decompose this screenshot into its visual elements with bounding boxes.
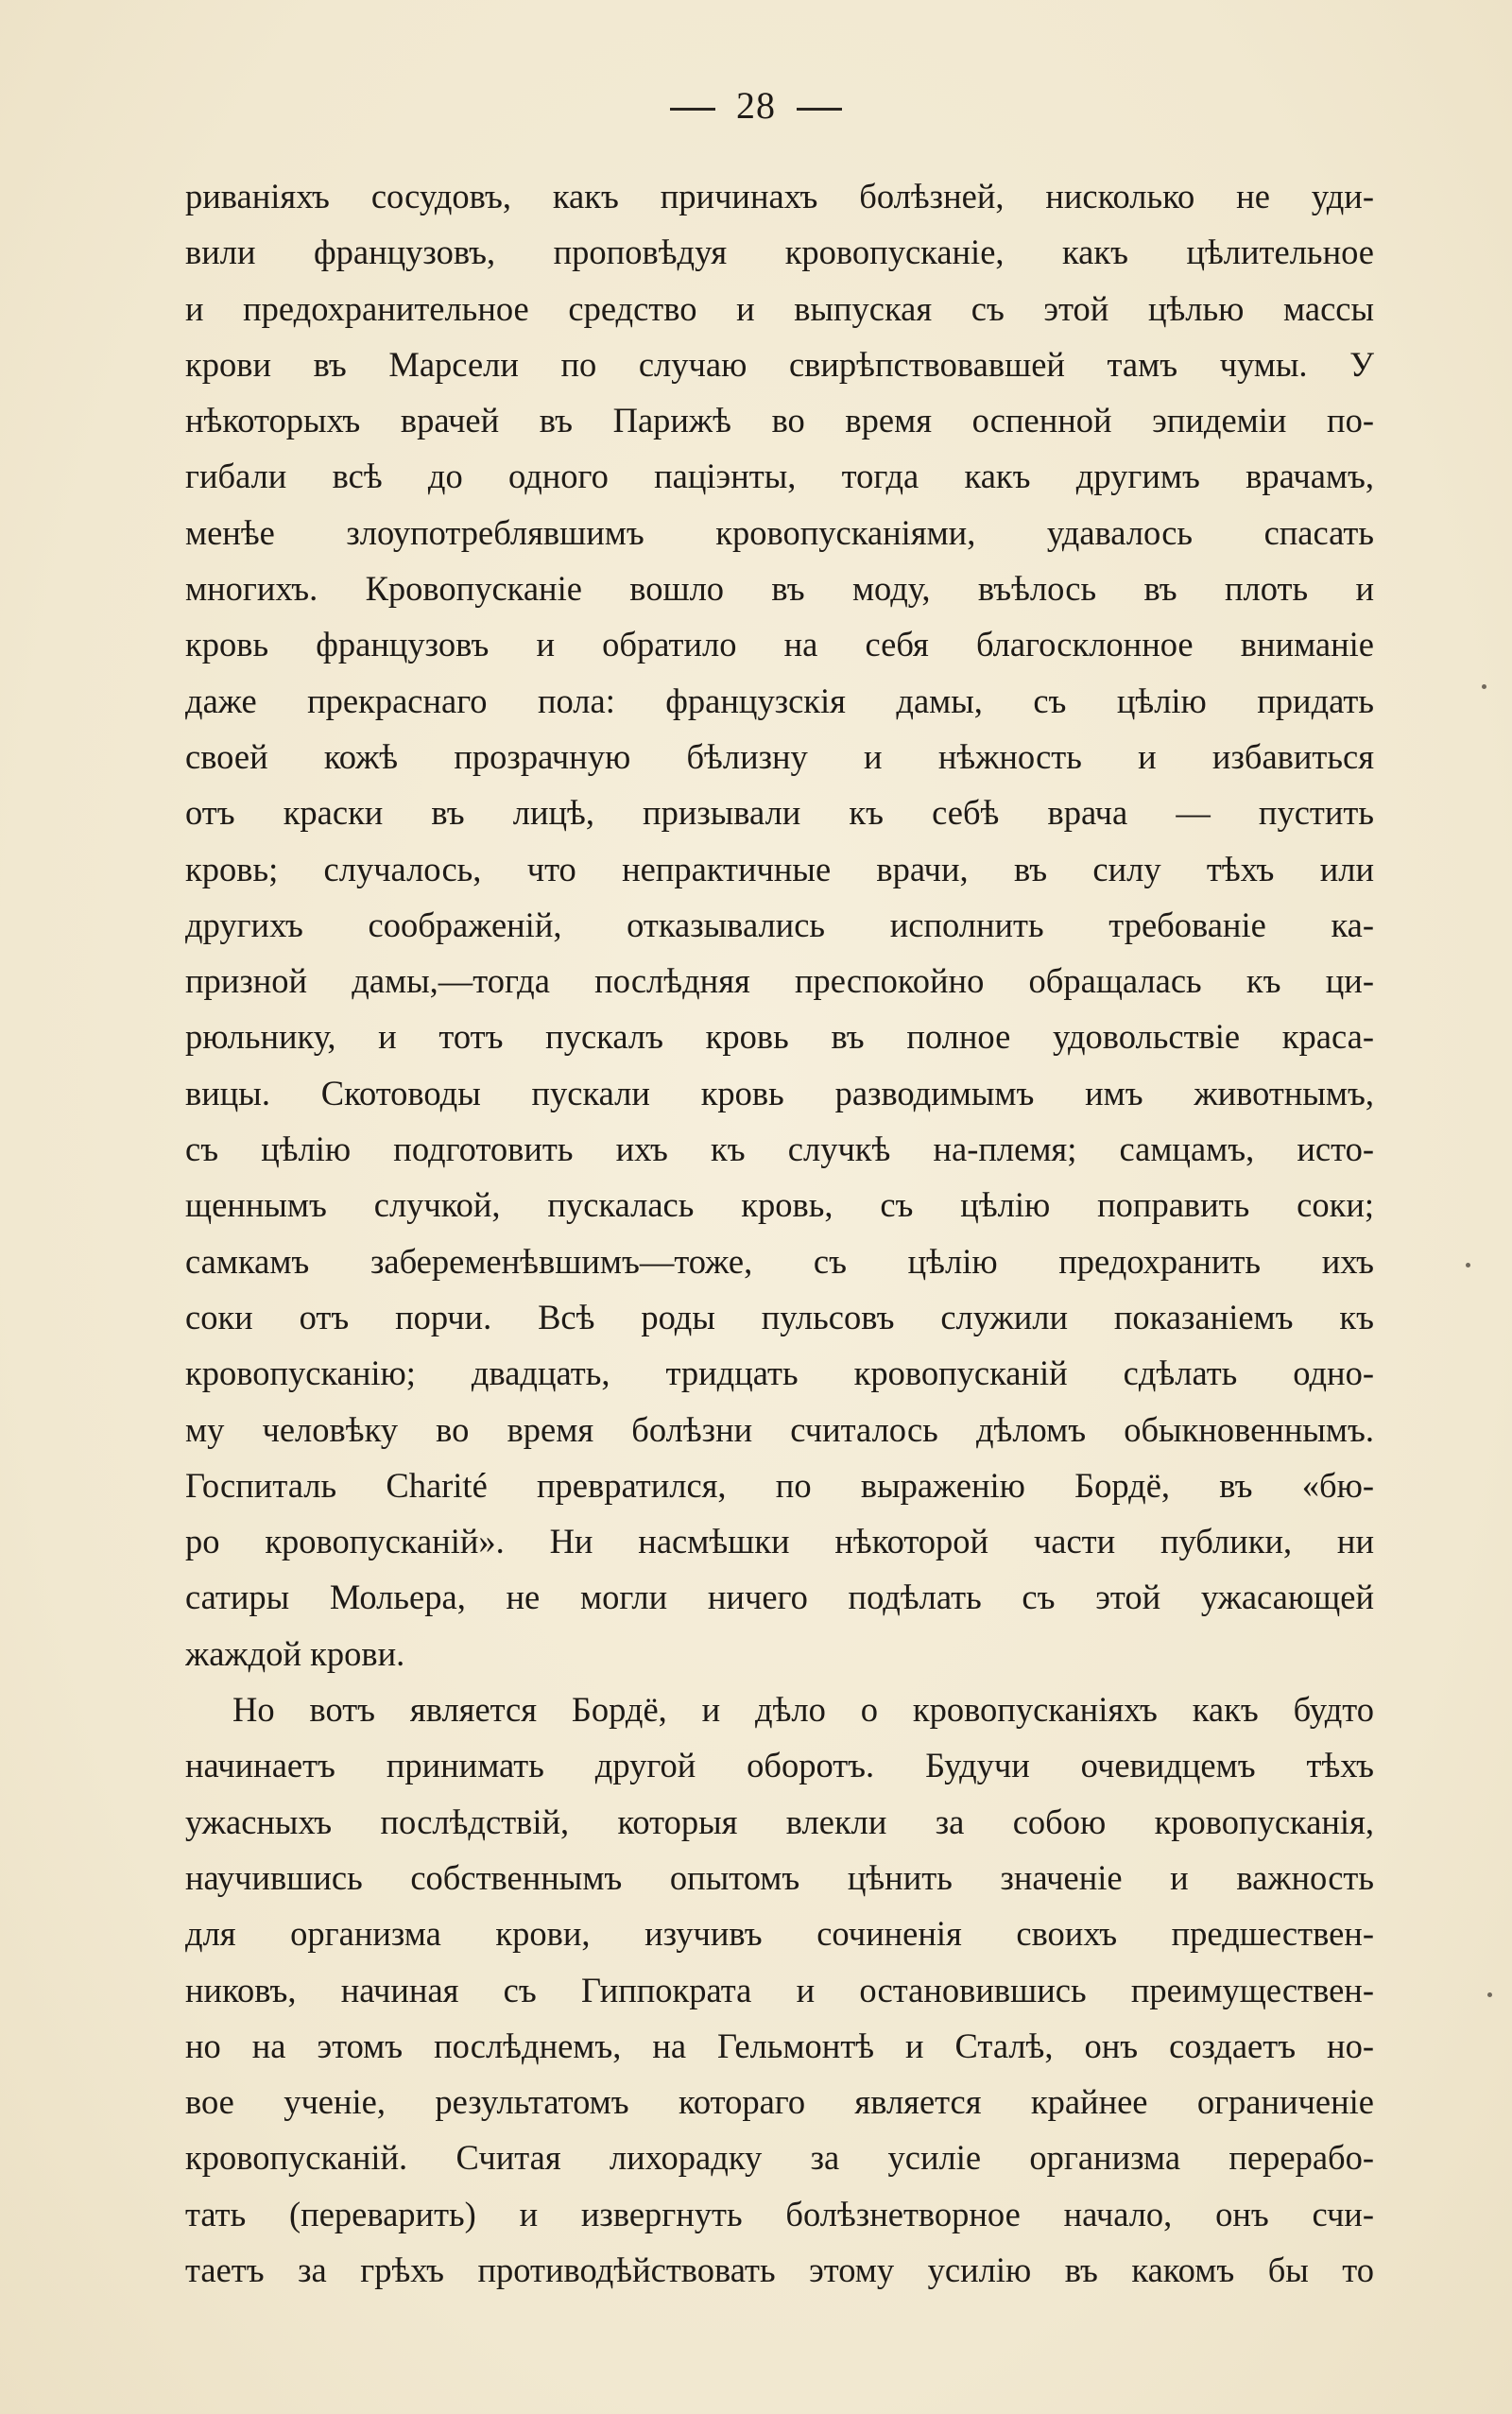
text-line: кровопусканiй. Считая лихорадку за усилiе организма перерабо-	[185, 2138, 1374, 2178]
scan-speck	[1466, 1263, 1470, 1267]
text-line: сатиры Мольера, не могли ничего подѣлать съ этой ужасающей	[185, 1578, 1374, 1617]
text-line: вое ученiе, результатомъ котораго является крайнее ограниченiе	[185, 2082, 1374, 2122]
text-line: вицы. Скотоводы пускали кровь разводимымъ имъ животнымъ,	[185, 1073, 1374, 1112]
text-line: другихъ соображенiй, отказывались исполнить требованiе ка-	[185, 905, 1374, 944]
text-line: гибали всѣ до одного пацiэнты, тогда какъ другимъ врачамъ,	[185, 457, 1374, 496]
text-line: ужасныхъ послѣдствiй, которыя влекли за собою кровопусканiя,	[185, 1802, 1374, 1841]
text-line: кровь французовъ и обратило на себя благосклонное вниманiе	[185, 625, 1374, 664]
text-line: рюльнику, и тотъ пускалъ кровь въ полное удовольствiе краса-	[185, 1017, 1374, 1057]
text-line: научившись собственнымъ опытомъ цѣнить значенiе и важность	[185, 1857, 1374, 1897]
text-line: призной дамы,—тогда послѣдняя преспокойно обращалась къ ци-	[185, 961, 1374, 1001]
scan-speck	[1487, 1992, 1492, 1997]
text-line: Госпиталь Charité превратился, по выраженiю Бордё, въ «бю-	[185, 1465, 1374, 1505]
text-line: вили французовъ, проповѣдуя кровопусканiе, какъ цѣлительное	[185, 233, 1374, 272]
header-dash-right	[797, 108, 842, 111]
text-line: и предохранительное средство и выпуская съ этой цѣлью массы	[185, 288, 1374, 328]
text-line: съ цѣлiю подготовить ихъ къ случкѣ на-племя; самцамъ, исто-	[185, 1129, 1374, 1169]
text-line: ро кровопусканiй». Ни насмѣшки нѣкоторой части публики, ни	[185, 1522, 1374, 1561]
scan-speck	[1482, 684, 1486, 689]
header-dash-left	[670, 108, 715, 111]
text-line: но на этомъ послѣднемъ, на Гельмонтѣ и Сталѣ, онъ создаетъ но-	[185, 2026, 1374, 2065]
text-line: своей кожѣ прозрачную бѣлизну и нѣжность и избавиться	[185, 736, 1374, 776]
text-line: никовъ, начиная съ Гиппократа и остановившись преимуществен-	[185, 1970, 1374, 2009]
text-line: отъ краски въ лицѣ, призывали къ себѣ врача — пустить	[185, 793, 1374, 833]
text-line: щеннымъ случкой, пускалась кровь, съ цѣлiю поправить соки;	[185, 1185, 1374, 1225]
text-line: му человѣку во время болѣзни считалось дѣломъ обыкновеннымъ.	[185, 1409, 1374, 1449]
paragraph-2	[185, 1681, 1374, 2298]
text-line: для организма крови, изучивъ сочиненiя своихъ предшествен-	[185, 1914, 1374, 1954]
text-line: жаждой крови.	[185, 1633, 405, 1673]
text-line: крови въ Марсели по случаю свирѣпствовавшей тамъ чумы. У	[185, 344, 1374, 384]
text-line: риванiяхъ сосудовъ, какъ причинахъ болѣзней, нисколько не уди-	[185, 177, 1374, 216]
page-number: 28	[736, 84, 776, 127]
text-line: тать (переварить) и извергнуть болѣзнетворное начало, онъ счи-	[185, 2194, 1374, 2233]
text-line: кровь; случалось, что непрактичные врачи, въ силу тѣхъ или	[185, 849, 1374, 888]
text-line: менѣе злоупотреблявшимъ кровопусканiями, удавалось спасать	[185, 512, 1374, 552]
text-line: даже прекраснаго пола: французскiя дамы, съ цѣлiю придать	[185, 681, 1374, 720]
text-line: таетъ за грѣхъ противодѣйствовать этому усилiю въ какомъ бы то	[185, 2250, 1374, 2289]
text-line: начинаетъ принимать другой оборотъ. Будучи очевидцемъ тѣхъ	[185, 1746, 1374, 1785]
paragraph-1	[185, 168, 1374, 1681]
text-line: соки отъ порчи. Всѣ роды пульсовъ служили показанiемъ къ	[185, 1297, 1374, 1336]
page-header	[0, 83, 1512, 128]
text-line: кровопусканiю; двадцать, тридцать кровопусканiй сдѣлать одно-	[185, 1354, 1374, 1393]
text-line: самкамъ забеременѣвшимъ—тоже, съ цѣлiю предохранить ихъ	[185, 1241, 1374, 1281]
text-line: нѣкоторыхъ врачей въ Парижѣ во время оспенной эпидемiи по-	[185, 401, 1374, 440]
text-line: многихъ. Кровопусканiе вошло въ моду, въѣлось въ плоть и	[185, 569, 1374, 609]
text-line: Но вотъ является Бордё, и дѣло о кровопусканiяхъ какъ будто	[232, 1690, 1374, 1730]
body-text	[185, 168, 1374, 2298]
